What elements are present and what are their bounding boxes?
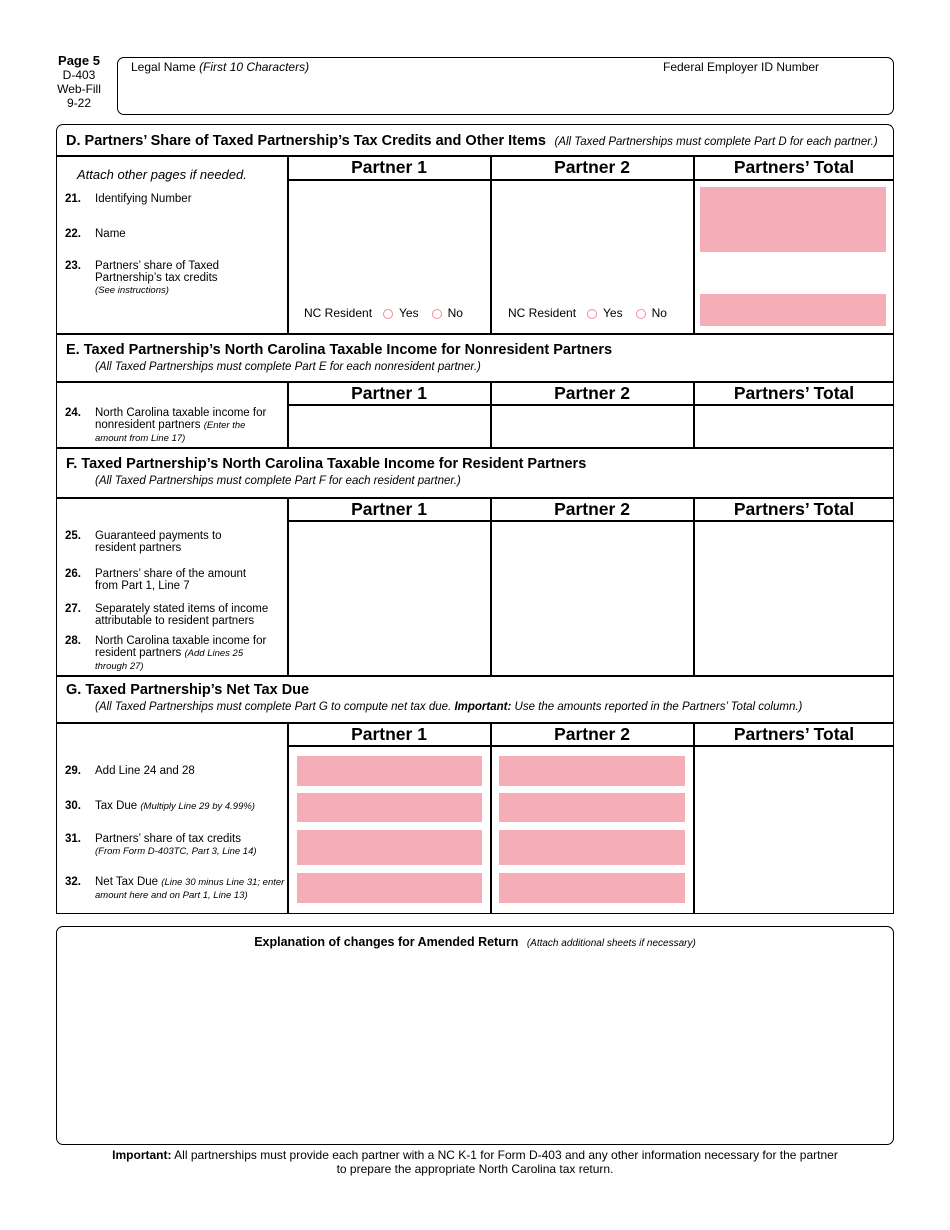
no-label: No	[447, 306, 463, 320]
line-31-partner1-field[interactable]	[297, 830, 482, 865]
f-header-partner1: Partner 1	[351, 499, 427, 519]
page-label	[48, 54, 110, 110]
line-28-note: (Add Lines 25 through 27)	[95, 648, 244, 672]
line-29-label: Add Line 24 and 28	[95, 765, 195, 777]
partner1-nc-resident	[304, 306, 463, 320]
legal-name-label: Legal Name (First 10 Characters)	[131, 60, 310, 74]
line-24-number: 24.	[65, 407, 81, 419]
section-divider	[56, 333, 894, 335]
line-21-partner1-field[interactable]	[289, 181, 489, 301]
line-30-number: 30.	[65, 800, 81, 812]
line-26-number: 26.	[65, 568, 81, 580]
d-header-partner2: Partner 2	[554, 157, 630, 177]
rule	[287, 722, 289, 914]
section-divider	[56, 675, 894, 677]
line-30-label: Tax Due (Multiply Line 29 by 4.99%)	[95, 800, 255, 812]
line-31-note: (From Form D-403TC, Part 3, Line 14)	[95, 846, 257, 857]
line-23-note: (See instructions)	[95, 285, 169, 296]
line-23-total-field[interactable]	[700, 294, 886, 326]
line-28-label: North Carolina taxable income for resident partners (Add Lines 25 through 27)	[95, 635, 267, 672]
line-21-partner2-field[interactable]	[492, 181, 692, 301]
nc-resident-label: NC Resident	[304, 306, 373, 320]
no-label: No	[651, 306, 667, 320]
part-e-title: E. Taxed Partnership’s North Carolina Taxable Income for Nonresident Partners	[66, 342, 613, 358]
line-24-partner2-field[interactable]	[492, 406, 692, 447]
section-divider	[56, 447, 894, 449]
footer-note: Important: All partnerships must provide each partner with a NC K-1 for Form D-403 and any other information necessary for the partner to prepare the appropriate North Carolina tax return.	[112, 1148, 838, 1176]
line-30-partner1-field[interactable]	[297, 793, 482, 822]
line-32-note: (Line 30 minus Line 31; enter amount here and on Part 1, Line 13)	[95, 877, 285, 901]
line-31-label: Partners’ share of tax credits (From Form D-403TC, Part 3, Line 14)	[95, 833, 257, 857]
line-31-partner2-field[interactable]	[499, 830, 685, 865]
partner2-yes-radio[interactable]	[587, 309, 597, 319]
amended-note: (Attach additional sheets if necessary)	[526, 938, 696, 949]
g-header-partner2: Partner 2	[554, 724, 630, 744]
line-27-label: Separately stated items of income attributable to resident partners	[95, 603, 269, 627]
line-24-label: North Carolina taxable income for nonresident partners (Enter the amount from Line 17)	[95, 407, 267, 444]
partner1-no-radio[interactable]	[432, 309, 442, 319]
line-28-number: 28.	[65, 635, 81, 647]
attach-note: Attach other pages if needed.	[77, 167, 247, 182]
line-22-label: Name	[95, 228, 126, 240]
amended-explanation-box[interactable]	[56, 926, 894, 1145]
line-25-label: Guaranteed payments to resident partners	[95, 530, 222, 554]
part-g-title: G. Taxed Partnership’s Net Tax Due	[66, 682, 310, 698]
part-f-total-field[interactable]	[695, 522, 893, 675]
part-f-note: (All Taxed Partnerships must complete Part F for each resident partner.)	[95, 475, 461, 487]
legal-name-note: (First 10 Characters)	[199, 60, 310, 74]
line-30-partner2-field[interactable]	[499, 793, 685, 822]
partner2-no-radio[interactable]	[636, 309, 646, 319]
part-f-title: F. Taxed Partnership’s North Carolina Taxable Income for Resident Partners	[66, 456, 587, 472]
line-29-partner1-field[interactable]	[297, 756, 482, 786]
e-header-total: Partners’ Total	[733, 383, 855, 403]
rule	[693, 155, 695, 333]
line-30-note: (Multiply Line 29 by 4.99%)	[140, 801, 255, 812]
line-21-22-total-field[interactable]	[700, 187, 886, 252]
f-header-total: Partners’ Total	[733, 499, 855, 519]
yes-label: Yes	[603, 306, 623, 320]
g-header-partner1: Partner 1	[351, 724, 427, 744]
line-24-note: (Enter the amount from Line 17)	[95, 420, 246, 444]
partner2-nc-resident	[508, 306, 667, 320]
part-d-title: D. Partners’ Share of Taxed Partnership’s Tax Credits and Other Items (All Taxed Partnerships must complete Part D for each partner.)	[66, 133, 878, 149]
line-21-number: 21.	[65, 193, 81, 205]
g-header-total: Partners’ Total	[733, 724, 855, 744]
rule	[693, 722, 695, 914]
line-23-label: Partners’ share of Taxed Partnership’s tax credits (See instructions)	[95, 260, 220, 296]
f-header-partner2: Partner 2	[554, 499, 630, 519]
line-29-number: 29.	[65, 765, 81, 777]
form-version: 9-22	[66, 96, 92, 110]
rule	[287, 745, 894, 747]
line-24-partner1-field[interactable]	[289, 406, 489, 447]
line-32-number: 32.	[65, 876, 81, 888]
part-e-note: (All Taxed Partnerships must complete Part E for each nonresident partner.)	[95, 361, 481, 373]
line-32-label: Net Tax Due (Line 30 minus Line 31; enter amount here and on Part 1, Line 13)	[95, 876, 285, 901]
part-f-partner1-field[interactable]	[289, 522, 489, 675]
line-32-partner1-field[interactable]	[297, 873, 482, 903]
line-32-partner2-field[interactable]	[499, 873, 685, 903]
part-g-note: (All Taxed Partnerships must complete Part G to compute net tax due. Important: Use the amounts reported in the Partners’ Total column.)	[95, 701, 803, 713]
line-29-partner2-field[interactable]	[499, 756, 685, 786]
line-23-number: 23.	[65, 260, 81, 272]
e-header-partner2: Partner 2	[554, 383, 630, 403]
line-31-number: 31.	[65, 833, 81, 845]
webfill-label: Web-Fill	[57, 82, 101, 96]
line-27-number: 27.	[65, 603, 81, 615]
line-25-number: 25.	[65, 530, 81, 542]
e-header-partner1: Partner 1	[351, 383, 427, 403]
rule	[490, 722, 492, 914]
yes-label: Yes	[399, 306, 419, 320]
page-number: Page 5	[58, 53, 100, 68]
d-header-partner1: Partner 1	[351, 157, 427, 177]
form-number: D-403	[62, 68, 96, 82]
partner1-yes-radio[interactable]	[383, 309, 393, 319]
part-d-note: (All Taxed Partnerships must complete Part D for each partner.)	[554, 136, 878, 148]
line-26-label: Partners’ share of the amount from Part 1, Line 7	[95, 568, 247, 592]
line-24-total-field[interactable]	[695, 406, 893, 447]
fein-label: Federal Employer ID Number	[663, 60, 820, 74]
line-21-label: Identifying Number	[95, 193, 192, 205]
line-22-number: 22.	[65, 228, 81, 240]
amended-title: Explanation of changes for Amended Return (Attach additional sheets if necessary)	[254, 935, 696, 949]
nc-resident-label: NC Resident	[508, 306, 577, 320]
part-f-partner2-field[interactable]	[492, 522, 692, 675]
d-header-total: Partners’ Total	[733, 157, 855, 177]
